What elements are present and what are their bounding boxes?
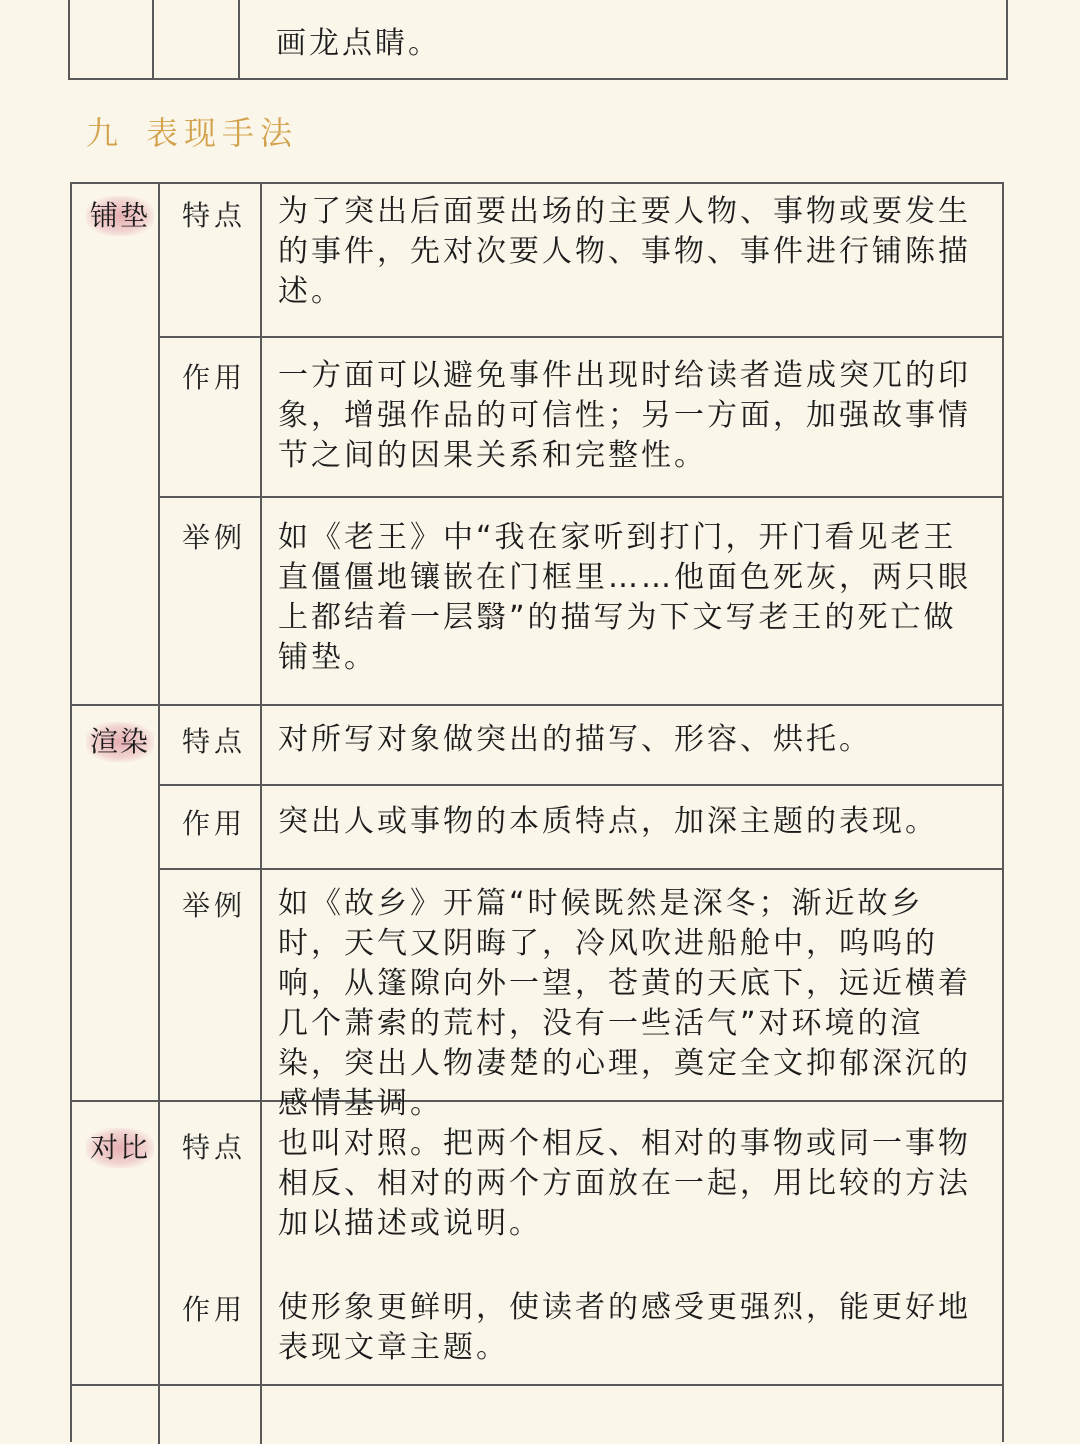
row-divider <box>158 868 1004 870</box>
row-label: 举例 <box>182 889 247 922</box>
table-divider <box>238 0 240 78</box>
previous-table-fragment <box>68 0 1008 80</box>
row-label: 特点 <box>182 199 247 232</box>
row-text: 突出人或事物的本质特点，加深主题的表现。 <box>278 804 938 839</box>
group-divider <box>72 704 1004 706</box>
row-label: 特点 <box>182 725 247 758</box>
row-text: 一方面可以避免事件出现时给读者造成突兀的印象，增强作品的可信性；另一方面，加强故事情节之间的因果关系和完整性。 <box>278 358 971 473</box>
row-label: 特点 <box>182 1131 247 1164</box>
category-xuanran: 渲染 <box>86 722 154 762</box>
row-label: 举例 <box>182 521 247 554</box>
category-pudian: 铺垫 <box>86 196 154 236</box>
row-text: 如《老王》中“我在家听到打门，开门看见老王直僵僵地镶嵌在门框里……他面色死灰，两只眼上都结着一层翳”的描写为下文写老王的死亡做铺垫。 <box>278 520 971 675</box>
row-divider <box>158 336 1004 338</box>
row-text: 为了突出后面要出场的主要人物、事物或要发生的事件，先对次要人物、事物、事件进行铺陈描述。 <box>278 194 971 309</box>
table-divider <box>152 0 154 78</box>
row-divider <box>158 496 1004 498</box>
previous-row-text: 画龙点睛。 <box>276 26 441 61</box>
row-label: 作用 <box>182 1293 247 1326</box>
section-number: 九 <box>86 114 125 152</box>
row-text: 如《故乡》开篇“时候既然是深冬；渐近故乡时，天气又阴晦了，冷风吹进船舱中，呜呜的响，从篷隙向外一望，苍黄的天底下，远近横着几个萧索的荒村，没有一些活气”对环境的渲染，突出人物凄楚的心理，奠定全文抑郁深沉的感情基调。 <box>278 886 971 1121</box>
row-text: 也叫对照。把两个相反、相对的事物或同一事物相反、相对的两个方面放在一起，用比较的方法加以描述或说明。 <box>278 1126 971 1241</box>
section-heading <box>86 108 298 154</box>
row-text: 对所写对象做突出的描写、形容、烘托。 <box>278 722 872 757</box>
row-label: 作用 <box>182 361 247 394</box>
row-text: 使形象更鲜明，使读者的感受更强烈，能更好地表现文章主题。 <box>278 1290 971 1365</box>
category-duibi: 对比 <box>86 1128 154 1168</box>
row-label: 作用 <box>182 807 247 840</box>
column-divider <box>158 184 160 1444</box>
row-divider <box>158 784 1004 786</box>
group-divider <box>72 1384 1004 1386</box>
column-divider <box>260 184 262 1444</box>
section-title: 表现手法 <box>146 114 299 152</box>
techniques-table <box>70 182 1004 1442</box>
